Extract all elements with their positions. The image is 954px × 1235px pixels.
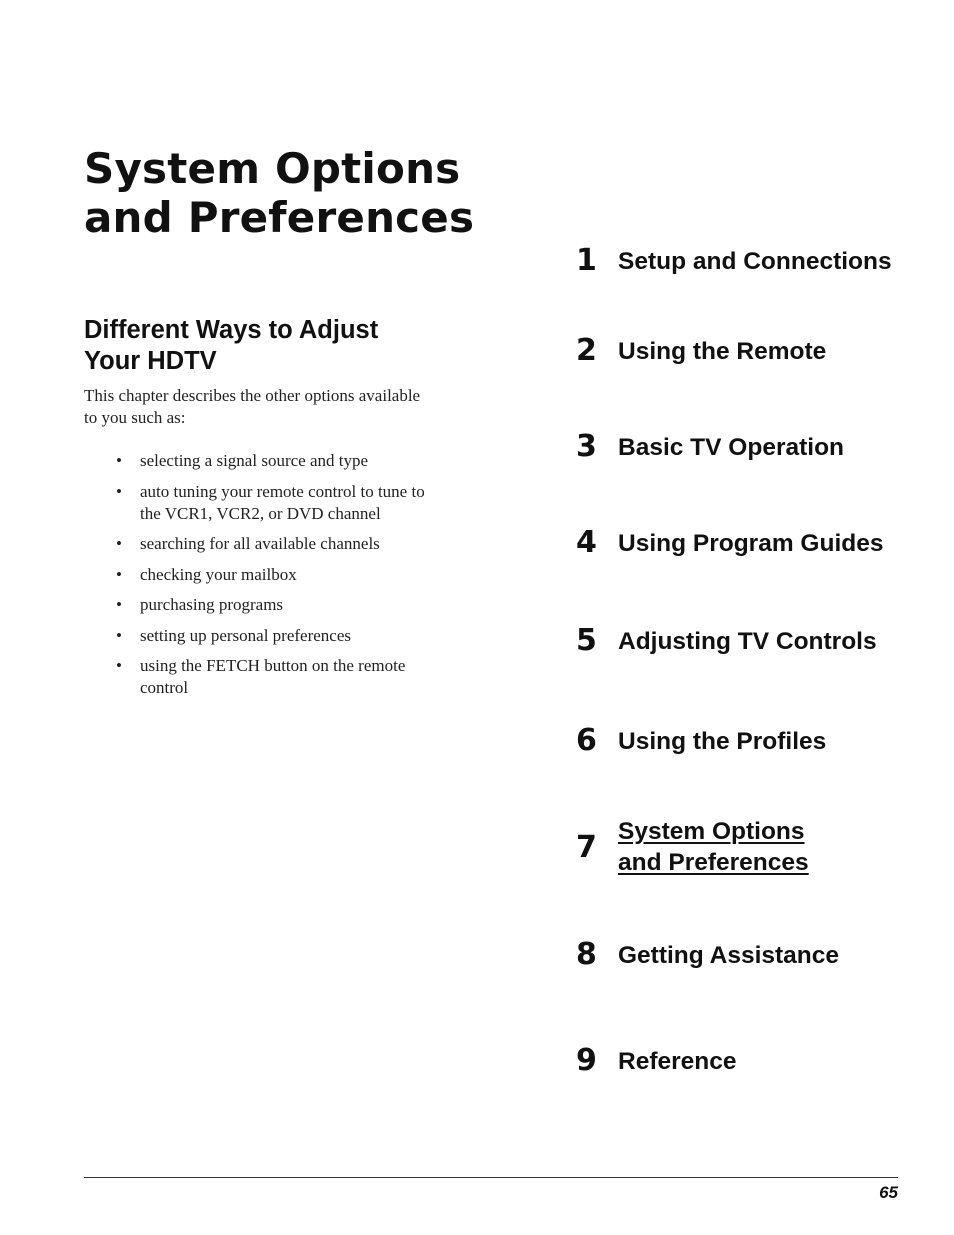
chapter-title-line: and Preferences: [84, 193, 475, 242]
chapter-title-line: System Options: [84, 144, 461, 193]
intro-paragraph: [84, 385, 504, 429]
chapter-nav-item-getting-assistance[interactable]: [576, 938, 906, 982]
intro-line: This chapter describes the other options available: [84, 386, 421, 405]
chapter-number: 2: [576, 333, 597, 368]
chapter-label-line: and Preferences: [618, 849, 809, 876]
list-item-text: checking your mailbox: [140, 565, 297, 584]
list-item-text: the VCR1, VCR2, or DVD channel: [140, 504, 381, 523]
chapter-nav-item-setup-and-connections[interactable]: [576, 244, 906, 288]
chapter-number: 4: [576, 525, 597, 560]
chapter-number: 1: [576, 243, 597, 278]
bullet-icon: •: [116, 595, 122, 614]
chapter-title: [84, 144, 554, 242]
chapter-nav-item-system-options-current[interactable]: [576, 818, 906, 891]
chapter-nav-item-using-the-profiles[interactable]: [576, 724, 906, 768]
list-item-text: using the FETCH button on the remote: [140, 656, 406, 675]
chapter-number: 9: [576, 1043, 597, 1078]
chapter-label[interactable]: Using the Remote: [618, 338, 827, 365]
list-item-text: auto tuning your remote control to tune to: [140, 482, 425, 501]
section-heading: [84, 315, 504, 377]
page-number: 65: [879, 1183, 898, 1202]
chapter-label[interactable]: [618, 816, 809, 878]
chapter-nav-item-adjusting-tv-controls[interactable]: [576, 624, 906, 668]
list-item-text: searching for all available channels: [140, 534, 380, 553]
footer-divider: [84, 1177, 898, 1178]
chapter-number: 8: [576, 937, 597, 972]
list-item-text: control: [140, 678, 189, 697]
bullet-icon: •: [116, 451, 122, 470]
intro-line: to you such as:: [84, 408, 186, 427]
chapter-number: 5: [576, 623, 597, 658]
chapter-label[interactable]: Reference: [618, 1048, 737, 1075]
chapter-nav-item-reference[interactable]: [576, 1044, 906, 1088]
chapter-nav-item-basic-tv-operation[interactable]: [576, 430, 906, 474]
chapter-number: 3: [576, 429, 597, 464]
section-heading-line: Your HDTV: [84, 347, 217, 375]
chapter-number: 7: [576, 830, 597, 865]
bullet-icon: •: [116, 534, 122, 553]
chapter-nav-item-using-the-remote[interactable]: [576, 334, 906, 378]
section-heading-line: Different Ways to Adjust: [84, 316, 379, 344]
bullet-icon: •: [116, 565, 122, 584]
chapter-label[interactable]: Using the Profiles: [618, 728, 827, 755]
chapter-label[interactable]: Setup and Connections: [618, 248, 892, 275]
chapter-label[interactable]: Using Program Guides: [618, 530, 884, 557]
bullet-icon: •: [116, 626, 122, 645]
list-item-text: setting up personal preferences: [140, 626, 351, 645]
bullet-icon: •: [116, 482, 122, 501]
chapter-label[interactable]: Adjusting TV Controls: [618, 628, 877, 655]
list-item-text: selecting a signal source and type: [140, 451, 369, 470]
chapter-number: 6: [576, 723, 597, 758]
chapter-label[interactable]: Getting Assistance: [618, 942, 840, 969]
bullet-icon: •: [116, 656, 122, 675]
chapter-nav-item-using-program-guides[interactable]: [576, 526, 906, 570]
chapter-label-line: System Options: [618, 818, 805, 845]
list-item-text: purchasing programs: [140, 595, 284, 614]
chapter-label[interactable]: Basic TV Operation: [618, 434, 845, 461]
